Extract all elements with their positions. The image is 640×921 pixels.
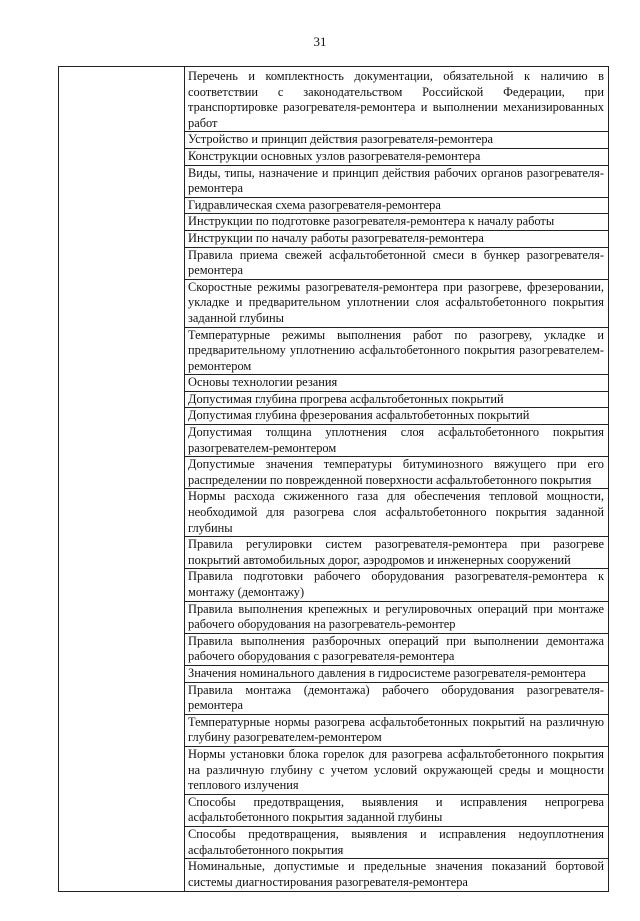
list-item: Виды, типы, назначение и принцип действия рабочих органов разогревателя-ремонтера xyxy=(185,165,608,197)
list-item: Правила выполнения крепежных и регулировочных операций при монтаже рабочего оборудования на разогреватель-ремонтер xyxy=(185,601,608,633)
list-item: Основы технологии резания xyxy=(185,374,608,391)
list-item: Устройство и принцип действия разогревателя-ремонтера xyxy=(185,131,608,148)
list-item: Конструкции основных узлов разогревателя-ремонтера xyxy=(185,148,608,165)
list-item: Гидравлическая схема разогревателя-ремонтера xyxy=(185,197,608,214)
list-item: Допустимая глубина прогрева асфальтобетонных покрытий xyxy=(185,391,608,408)
list-item: Номинальные, допустимые и предельные значения показаний бортовой системы диагностирования разогревателя-ремонтера xyxy=(185,858,608,891)
list-item: Температурные нормы разогрева асфальтобетонных покрытий на различную глубину разогревателем-ремонтером xyxy=(185,714,608,746)
list-item: Инструкции по подготовке разогревателя-ремонтера к началу работы xyxy=(185,213,608,230)
list-item: Правила приема свежей асфальтобетонной смеси в бункер разогревателя-ремонтера xyxy=(185,247,608,279)
list-item: Правила выполнения разборочных операций при выполнении демонтажа рабочего оборудования с разогревателя-ремонтера xyxy=(185,633,608,665)
list-item: Перечень и комплектность документации, обязательной к наличию в соответствии с законодательством Российской Федерации, при транспортировке разогревателя-ремонтера и выполнении механизированных работ xyxy=(188,69,604,130)
requirements-table xyxy=(58,66,609,892)
page-number: 31 xyxy=(313,34,327,49)
list-item: Правила регулировки систем разогревателя-ремонтера при разогреве покрытий автомобильных дорог, аэродромов и инженерных сооружений xyxy=(185,536,608,568)
table-row xyxy=(59,67,609,892)
left-column-cell xyxy=(59,67,185,892)
list-item: Правила монтажа (демонтажа) рабочего оборудования разогревателя-ремонтера xyxy=(185,682,608,714)
list-item: Допустимая глубина фрезерования асфальтобетонных покрытий xyxy=(185,407,608,424)
list-item: Допустимые значения температуры битуминозного вяжущего при его распределении по поврежденной поверхности асфальтобетонного покрытия xyxy=(185,456,608,488)
list-item: Температурные режимы выполнения работ по разогреву, укладке и предварительному уплотнению асфальтобетонного покрытия разогревателем-ремонтером xyxy=(185,327,608,375)
list-item: Инструкции по началу работы разогревателя-ремонтера xyxy=(185,230,608,247)
list-item: Правила подготовки рабочего оборудования разогревателя-ремонтера к монтажу (демонтажу) xyxy=(185,568,608,600)
list-item: Допустимая толщина уплотнения слоя асфальтобетонного покрытия разогревателем-ремонтером xyxy=(185,424,608,456)
list-item: Способы предотвращения, выявления и исправления непрогрева асфальтобетонного покрытия заданной глубины xyxy=(185,794,608,826)
list-item: Способы предотвращения, выявления и исправления недоуплотнения асфальтобетонного покрытия xyxy=(185,826,608,858)
list-item: Значения номинального давления в гидросистеме разогревателя-ремонтера xyxy=(185,665,608,682)
right-column-cell xyxy=(185,67,609,892)
list-item: Нормы установки блока горелок для разогрева асфальтобетонного покрытия на различную глубину с учетом условий окружающей среды и мощности теплового излучения xyxy=(185,746,608,794)
list-item: Скоростные режимы разогревателя-ремонтера при разогреве, фрезеровании, укладке и предварительном уплотнении слоя асфальтобетонного покрытия заданной глубины xyxy=(185,279,608,327)
list-item: Нормы расхода сжиженного газа для обеспечения тепловой мощности, необходимой для разогрева слоя асфальтобетонного покрытия заданной глубины xyxy=(185,488,608,536)
